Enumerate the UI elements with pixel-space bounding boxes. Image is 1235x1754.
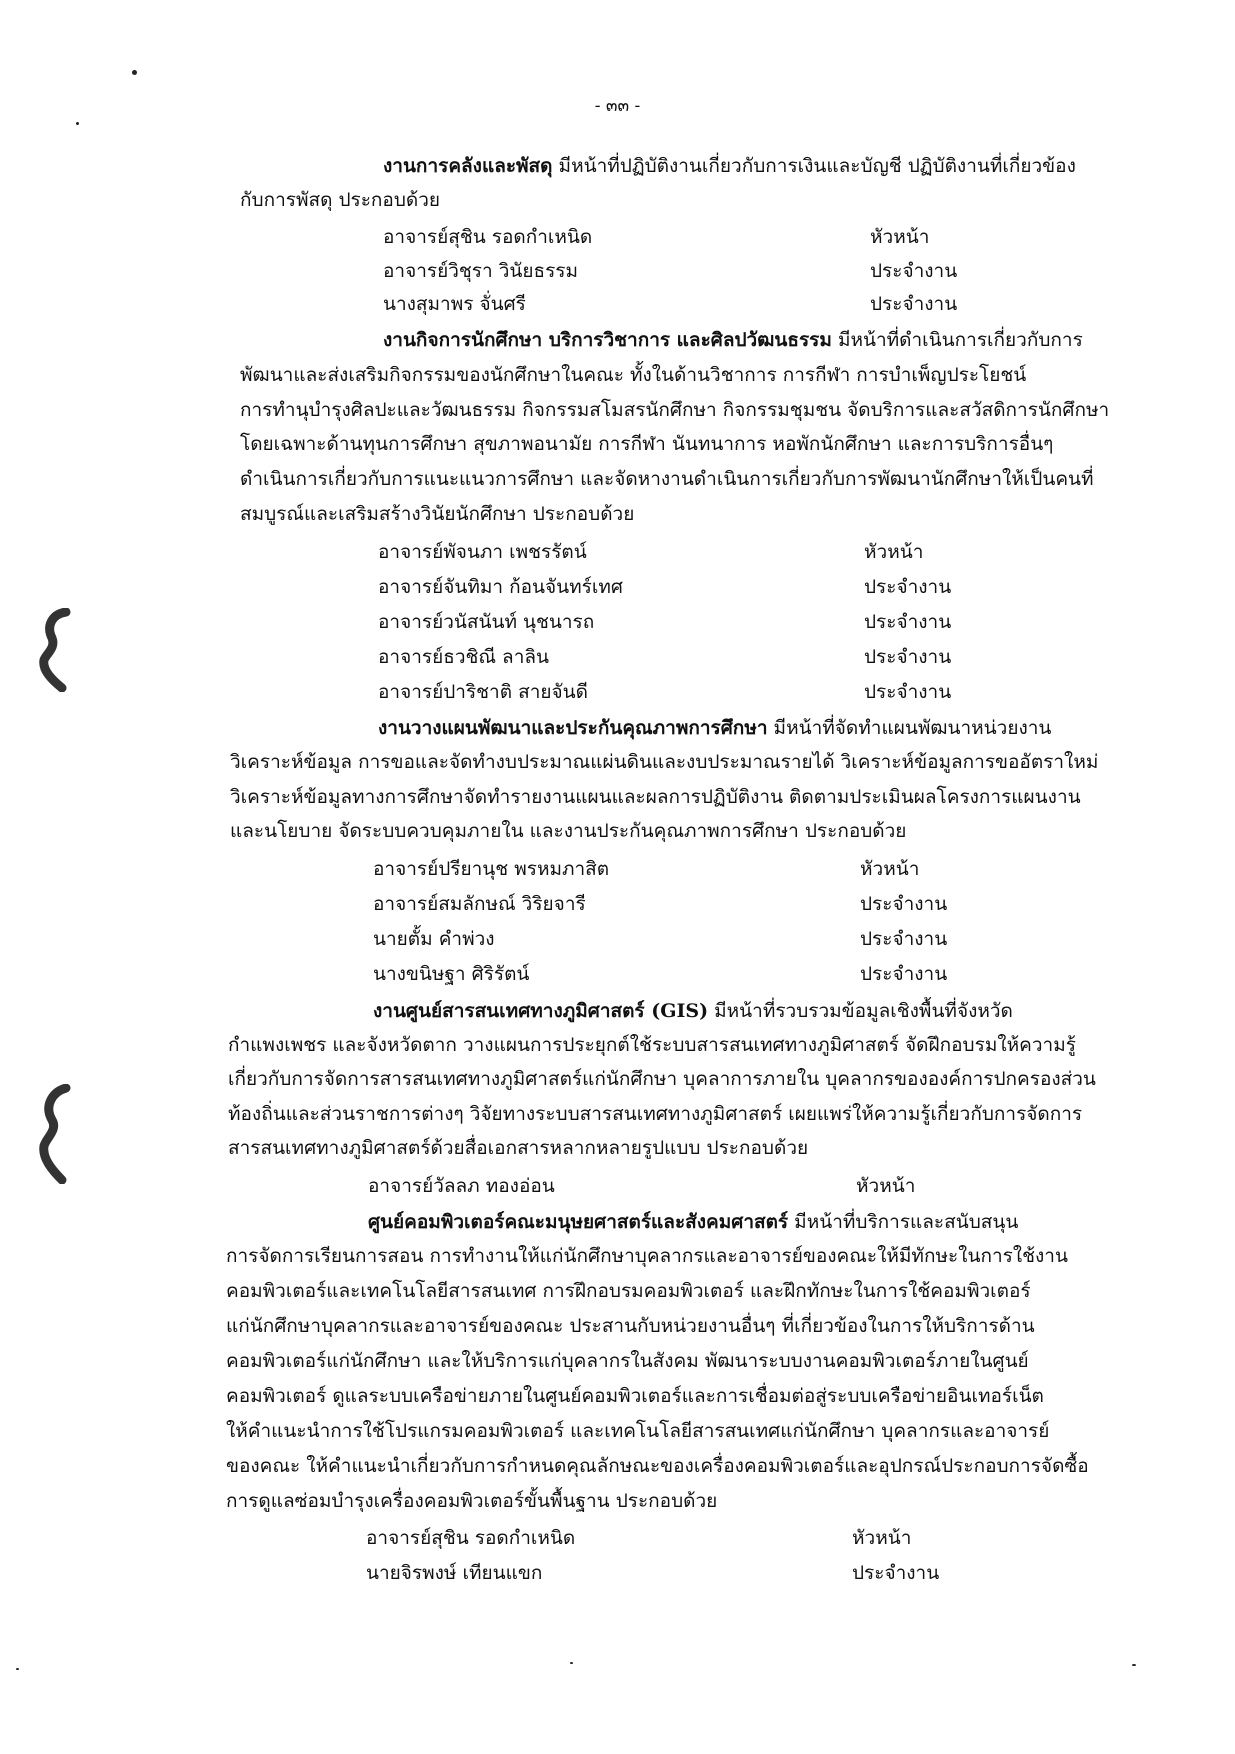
section-title: งานการคลังและพัสดุ (383, 155, 553, 177)
member-name: นายจิรพงษ์ เทียนแขก (366, 1562, 543, 1584)
paragraph-line (378, 716, 1051, 740)
member-role: หัวหน้า (852, 1527, 912, 1549)
paragraph-text: มีหน้าที่ดำเนินการเกี่ยวกับการ (831, 329, 1083, 351)
paragraph-line: วิเคราะห์ข้อมูล การขอและจัดทำงบประมาณแผ่นดินและงบประมาณรายได้ วิเคราะห์ข้อมูลการขออัตราใหม่ (230, 751, 1099, 773)
section-title: งานวางแผนพัฒนาและประกันคุณภาพการศึกษา (378, 717, 768, 739)
paragraph-line: คอมพิวเตอร์และเทคโนโลยีสารสนเทศ การฝึกอบรมคอมพิวเตอร์ และฝึกทักษะในการใช้คอมพิวเตอร์ (226, 1280, 1031, 1302)
member-role: หัวหน้า (864, 541, 924, 563)
member-role: หัวหน้า (870, 226, 930, 248)
member-name: อาจารย์สุชิน รอดกำเหนิด (383, 226, 593, 248)
member-role: ประจำงาน (870, 293, 958, 315)
member-name: นางขนิษฐา ศิริรัตน์ (373, 963, 530, 985)
paragraph-line: สารสนเทศทางภูมิศาสตร์ด้วยสื่อเอกสารหลากหลายรูปแบบ ประกอบด้วย (228, 1137, 809, 1159)
member-role: ประจำงาน (860, 928, 948, 950)
member-name: อาจารย์วิชุรา วินัยธรรม (383, 260, 579, 282)
member-name: อาจารย์วนัสนันท์ นุชนารถ (378, 611, 595, 633)
paragraph-line: การดูแลซ่อมบำรุงเครื่องคอมพิวเตอร์ขั้นพื้นฐาน ประกอบด้วย (226, 1490, 718, 1512)
paragraph-line: การจัดการเรียนการสอน การทำงานให้แก่นักศึกษาบุคลากรและอาจารย์ของคณะให้มีทักษะในการใช้งาน (226, 1245, 1068, 1267)
member-name: อาจารย์วัลลภ ทองอ่อน (368, 1175, 555, 1197)
scan-speck (1132, 1664, 1136, 1666)
paragraph-line: โดยเฉพาะด้านทุนการศึกษา สุขภาพอนามัย การกีฬา นันทนาการ หอพักนักศึกษา และการบริการอื่นๆ (240, 433, 1054, 455)
paragraph-line: คอมพิวเตอร์ ดูแลระบบเครือข่ายภายในศูนย์คอมพิวเตอร์และการเชื่อมต่อสู่ระบบเครือข่ายอินเทอร์เน็ต (226, 1385, 1044, 1407)
paragraph-line: กำแพงเพชร และจังหวัดตาก วางแผนการประยุกต์ใช้ระบบสารสนเทศทางภูมิศาสตร์ จัดฝึกอบรมให้ความรู้ (228, 1034, 1076, 1056)
paragraph-line: ของคณะ ให้คำแนะนำเกี่ยวกับการกำหนดคุณลักษณะของเครื่องคอมพิวเตอร์และอุปกรณ์ประกอบการจัดซื้อ (226, 1455, 1089, 1477)
paragraph-text: มีหน้าที่รวบรวมข้อมูลเชิงพื้นที่จังหวัด (708, 1000, 1013, 1022)
paragraph-text: มีหน้าที่จัดทำแผนพัฒนาหน่วยงาน (767, 717, 1052, 739)
paragraph-line (383, 328, 1083, 352)
member-name: อาจารย์สมลักษณ์ วิริยจารี (373, 893, 586, 915)
member-role: ประจำงาน (864, 681, 952, 703)
section-title: ศูนย์คอมพิวเตอร์คณะมนุษยศาสตร์และสังคมศาสตร์ (368, 1211, 789, 1233)
member-name: อาจารย์สุชิน รอดกำเหนิด (366, 1527, 576, 1549)
paragraph-line: กับการพัสดุ ประกอบด้วย (240, 189, 441, 211)
member-role: ประจำงาน (864, 576, 952, 598)
paragraph-line: แก่นักศึกษาบุคลากรและอาจารย์ของคณะ ประสานกับหน่วยงานอื่นๆ ที่เกี่ยวข้องในการให้บริการด้าน (226, 1315, 1035, 1337)
scan-speck (76, 122, 79, 125)
binder-mark-icon (34, 1084, 74, 1184)
paragraph-line: ดำเนินการเกี่ยวกับการแนะแนวการศึกษา และจัดหางานดำเนินการเกี่ยวกับการพัฒนานักศึกษาให้เป็นคนที่ (240, 468, 1094, 490)
paragraph-line (383, 154, 1076, 178)
paragraph-text: มีหน้าที่บริการและสนับสนุน (788, 1211, 1019, 1233)
paragraph-line: การทำนุบำรุงศิลปะและวัฒนธรรม กิจกรรมสโมสรนักศึกษา กิจกรรมชุมชน จัดบริการและสวัสดิการนักศึกษา (240, 399, 1110, 421)
page-number: - ๓๓ - (594, 96, 641, 116)
paragraph-line (368, 1210, 1018, 1234)
paragraph-line: พัฒนาและส่งเสริมกิจกรรมของนักศึกษาในคณะ ทั้งในด้านวิชาการ การกีฬา การบำเพ็ญประโยชน์ (240, 364, 1027, 386)
paragraph-text: มีหน้าที่ปฏิบัติงานเกี่ยวกับการเงินและบัญชี ปฏิบัติงานที่เกี่ยวข้อง (552, 155, 1076, 177)
paragraph-line (373, 999, 1013, 1023)
member-name: อาจารย์ปาริชาติ สายจันดี (378, 681, 588, 703)
paragraph-line: เกี่ยวกับการจัดการสารสนเทศทางภูมิศาสตร์แก่นักศึกษา บุคลาการภายใน บุคลากรขององค์การปกครองส่วน (228, 1068, 1096, 1090)
member-name: อาจารย์จันทิมา ก้อนจันทร์เทศ (378, 576, 623, 598)
paragraph-line: ท้องถิ่นและส่วนราชการต่างๆ วิจัยทางระบบสารสนเทศทางภูมิศาสตร์ เผยแพร่ให้ความรู้เกี่ยวกับการจัดการ (228, 1103, 1083, 1125)
scan-speck (132, 70, 137, 75)
member-name: อาจารย์ธวชิณี ลาลิน (378, 646, 549, 668)
scan-speck (570, 1662, 573, 1664)
paragraph-line: สมบูรณ์และเสริมสร้างวินัยนักศึกษา ประกอบด้วย (240, 503, 635, 525)
section-title: งานกิจการนักศึกษา บริการวิชาการ และศิลปวัฒนธรรม (383, 329, 832, 351)
member-name: นายตั้ม คำพ่วง (373, 928, 495, 950)
member-role: ประจำงาน (860, 893, 948, 915)
member-role: ประจำงาน (860, 963, 948, 985)
member-name: อาจารย์พัจนภา เพชรรัตน์ (378, 541, 587, 563)
paragraph-line: คอมพิวเตอร์แก่นักศึกษา และให้บริการแก่บุคลากรในสังคม พัฒนาระบบงานคอมพิวเตอร์ภายในศูนย์ (226, 1350, 1029, 1372)
member-role: ประจำงาน (852, 1562, 940, 1584)
member-name: นางสุมาพร จั่นศรี (383, 293, 526, 315)
member-role: ประจำงาน (864, 646, 952, 668)
paragraph-line: และนโยบาย จัดระบบควบคุมภายใน และงานประกันคุณภาพการศึกษา ประกอบด้วย (230, 820, 907, 842)
member-role: หัวหน้า (860, 858, 920, 880)
member-role: ประจำงาน (864, 611, 952, 633)
member-name: อาจารย์ปรียานุช พรหมภาสิต (373, 858, 610, 880)
paragraph-line: ให้คำแนะนำการใช้โปรแกรมคอมพิวเตอร์ และเทคโนโลยีสารสนเทศแก่นักศึกษา บุคลากรและอาจารย์ (226, 1420, 1050, 1442)
binder-mark-icon (34, 608, 74, 692)
scan-speck (16, 1668, 19, 1670)
member-role: หัวหน้า (856, 1175, 916, 1197)
section-title: งานศูนย์สารสนเทศทางภูมิศาสตร์ (GIS) (373, 1000, 709, 1022)
member-role: ประจำงาน (870, 260, 958, 282)
paragraph-line: วิเคราะห์ข้อมูลทางการศึกษาจัดทำรายงานแผนและผลการปฏิบัติงาน ติดตามประเมินผลโครงการแผนงาน (230, 786, 1081, 808)
